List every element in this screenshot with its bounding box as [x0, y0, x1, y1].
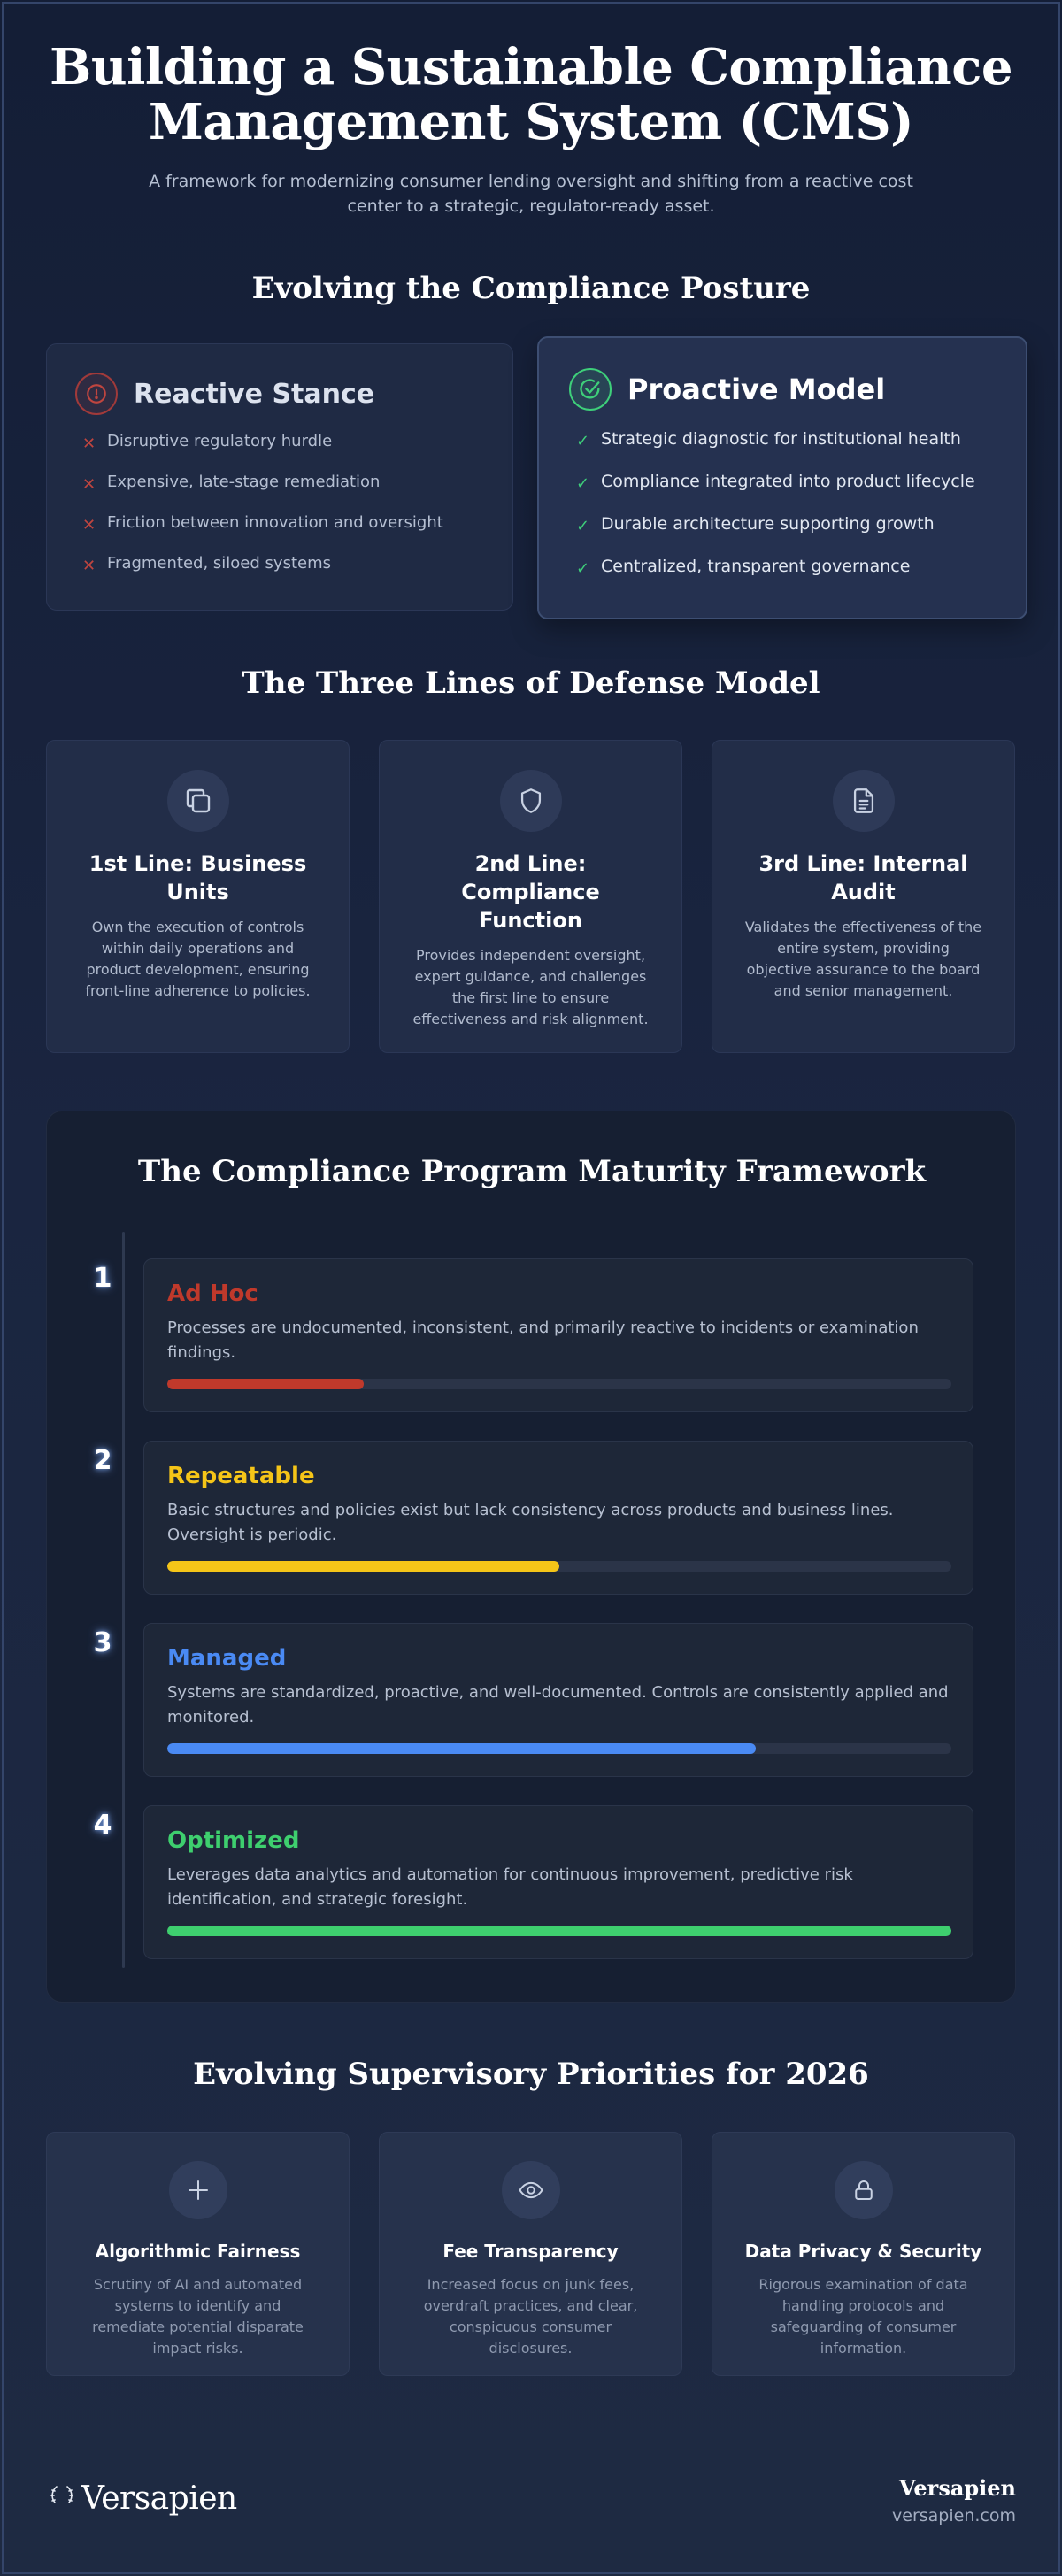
proactive-card-title: Proactive Model — [627, 373, 886, 406]
document-icon — [833, 770, 895, 832]
defense-section-title: The Three Lines of Defense Model — [242, 665, 820, 701]
list-item — [82, 472, 443, 512]
x-icon: ✕ — [82, 475, 96, 494]
x-icon: ✕ — [82, 557, 96, 575]
priority-card-fee-transparency — [379, 2132, 682, 2376]
progress-track — [167, 1926, 951, 1936]
step-description: Leverages data analytics and automation for continuous improvement, predictive risk identification, and strategic foresight. — [167, 1865, 853, 1909]
list-item — [82, 553, 443, 594]
progress-fill — [167, 1926, 951, 1936]
page-title-line-2: Management System (CMS) — [148, 93, 914, 151]
progress-fill — [167, 1561, 559, 1572]
defense-card-first-line — [46, 740, 350, 1053]
maturity-step-managed — [143, 1623, 974, 1777]
list-item-text: Disruptive regulatory hurdle — [107, 432, 333, 450]
step-description: Processes are undocumented, inconsistent, and primarily reactive to incidents or examination findings. — [167, 1319, 919, 1362]
proactive-model-card — [537, 336, 1027, 619]
footer-brand-name: Versapien — [898, 2475, 1016, 2501]
footer-brand-block — [892, 2475, 1016, 2526]
maturity-framework-panel — [46, 1111, 1016, 2003]
list-item — [82, 512, 443, 553]
page-title — [0, 40, 1062, 150]
list-item-text: Expensive, late-stage remediation — [107, 473, 381, 491]
lock-icon — [835, 2161, 893, 2219]
step-number: 1 — [93, 1263, 112, 1294]
reactive-stance-card — [46, 343, 513, 611]
defense-card-description: Provides independent oversight, expert guidance, and challenges the first line to ensure effectiveness and risk alignment. — [412, 947, 649, 1027]
reactive-card-header — [75, 373, 374, 415]
progress-fill — [167, 1743, 756, 1754]
timeline-line — [122, 1232, 125, 1968]
check-icon: ✓ — [576, 517, 590, 535]
step-description: Systems are standardized, proactive, and well-documented. Controls are consistently applied and monitored. — [167, 1683, 949, 1726]
list-item — [576, 556, 975, 598]
eye-icon — [502, 2161, 560, 2219]
laurel-icon — [46, 2481, 78, 2517]
alert-circle-icon — [75, 373, 118, 415]
proactive-list — [576, 428, 975, 598]
list-item-text: Durable architecture supporting growth — [601, 514, 935, 534]
priority-card-title: Data Privacy & Security — [744, 2241, 982, 2262]
maturity-step-optimized — [143, 1805, 974, 1959]
x-icon: ✕ — [82, 516, 96, 534]
progress-track — [167, 1379, 951, 1389]
plus-icon — [169, 2161, 227, 2219]
page-subtitle: A framework for modernizing consumer lending oversight and shifting from a reactive cost center to a strategic, regulator-ready asset. — [149, 172, 913, 216]
check-icon: ✓ — [576, 474, 590, 493]
list-item-text: Strategic diagnostic for institutional health — [601, 429, 961, 449]
defense-card-description: Validates the effectiveness of the entire system, providing objective assurance to the board and senior management. — [744, 919, 982, 999]
priorities-section-title: Evolving Supervisory Priorities for 2026 — [193, 2057, 869, 2092]
list-item-text: Friction between innovation and oversight — [107, 513, 443, 532]
list-item-text: Fragmented, siloed systems — [107, 554, 331, 573]
priority-card-data-privacy — [712, 2132, 1015, 2376]
reactive-list — [82, 431, 443, 594]
priority-card-title: Fee Transparency — [442, 2241, 619, 2262]
priority-card-description: Increased focus on junk fees, overdraft practices, and clear, conspicuous consumer disclosures. — [423, 2276, 638, 2357]
check-circle-icon — [569, 368, 612, 411]
maturity-step-repeatable — [143, 1441, 974, 1595]
list-item-text: Centralized, transparent governance — [601, 557, 911, 576]
defense-card-third-line — [712, 740, 1015, 1053]
defense-card-title: 2nd Line: Compliance Function — [461, 851, 600, 933]
footer-url-link[interactable]: versapien.com — [892, 2506, 1016, 2526]
logo-text: Versapien — [81, 2480, 237, 2517]
defense-card-title: 1st Line: Business Units — [88, 851, 307, 904]
footer-logo[interactable] — [46, 2480, 237, 2517]
step-name: Repeatable — [167, 1463, 315, 1489]
priority-card-description: Scrutiny of AI and automated systems to identify and remediate potential disparate impact risks. — [92, 2276, 304, 2357]
step-name: Optimized — [167, 1827, 300, 1854]
x-icon: ✕ — [82, 434, 96, 453]
defense-card-second-line — [379, 740, 682, 1053]
proactive-card-header — [569, 368, 885, 411]
step-number: 3 — [93, 1627, 112, 1658]
page-title-line-1: Building a Sustainable Compliance — [50, 38, 1012, 96]
reactive-card-title: Reactive Stance — [134, 378, 375, 410]
list-item — [576, 513, 975, 556]
progress-track — [167, 1561, 951, 1572]
priority-card-algorithmic-fairness — [46, 2132, 350, 2376]
list-item-text: Compliance integrated into product lifecycle — [601, 472, 975, 491]
check-icon: ✓ — [576, 559, 590, 578]
list-item — [576, 471, 975, 513]
list-item — [82, 431, 443, 472]
progress-fill — [167, 1379, 364, 1389]
defense-card-description: Own the execution of controls within daily operations and product development, ensuring front-line adherence to policies. — [85, 919, 311, 999]
priority-card-title: Algorithmic Fairness — [95, 2241, 301, 2262]
step-number: 2 — [93, 1445, 112, 1476]
step-name: Managed — [167, 1645, 287, 1672]
maturity-step-ad-hoc — [143, 1258, 974, 1412]
step-number: 4 — [93, 1810, 112, 1841]
step-name: Ad Hoc — [167, 1280, 258, 1307]
list-item — [576, 428, 975, 471]
maturity-section-title: The Compliance Program Maturity Framework — [137, 1154, 927, 1189]
shield-icon — [500, 770, 562, 832]
copy-icon — [167, 770, 229, 832]
page-header — [0, 40, 1062, 219]
progress-track — [167, 1743, 951, 1754]
defense-card-title: 3rd Line: Internal Audit — [758, 851, 968, 904]
posture-section-title: Evolving the Compliance Posture — [251, 271, 811, 306]
check-icon: ✓ — [576, 432, 590, 450]
step-description: Basic structures and policies exist but lack consistency across products and business lines. Oversight is periodic. — [167, 1501, 894, 1544]
priority-card-description: Rigorous examination of data handling protocols and safeguarding of consumer information. — [758, 2276, 968, 2357]
